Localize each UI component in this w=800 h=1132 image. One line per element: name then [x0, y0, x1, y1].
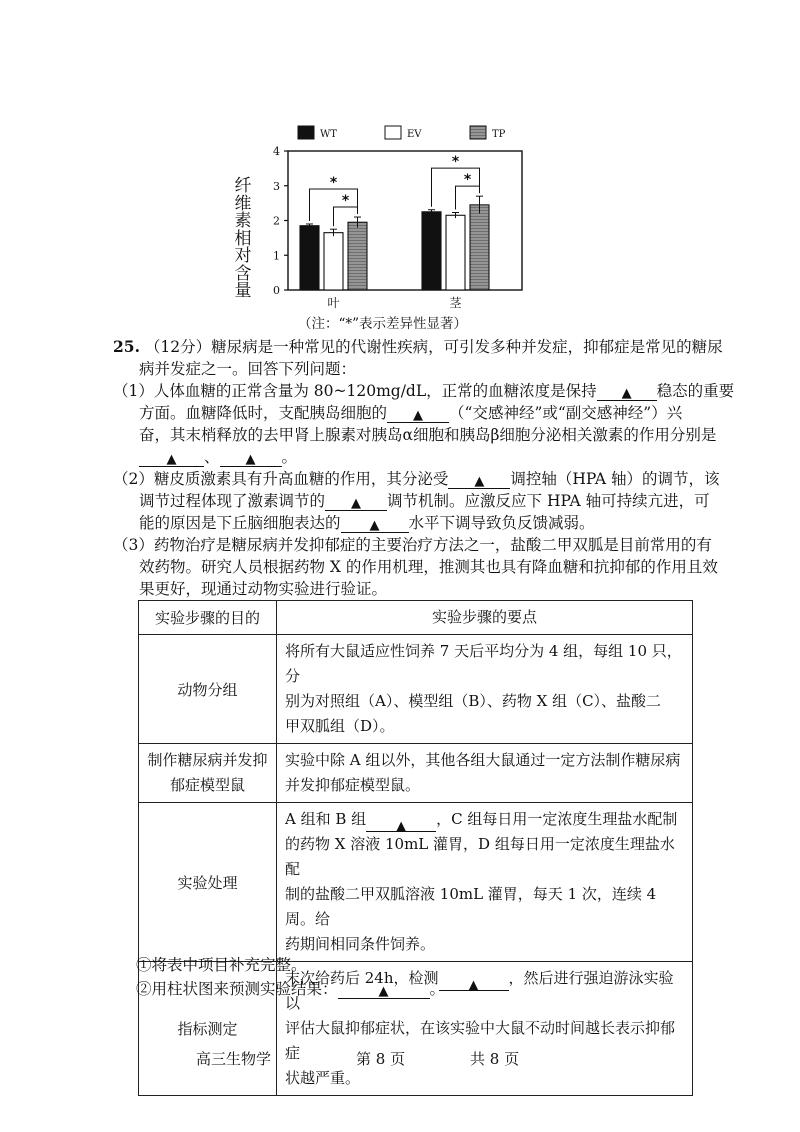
table-row	[139, 744, 693, 803]
y-tick-label: 1	[273, 249, 280, 263]
answer-blank-5[interactable]: ▲	[448, 470, 510, 489]
task-2: ②用柱状图来预测实验结果： ▲ 。	[136, 980, 446, 999]
y-tick-label: 3	[273, 179, 280, 193]
y-tick-label: 4	[273, 145, 280, 158]
p3-line3: 果更好，现通过动物实验进行验证。	[139, 580, 388, 598]
chart-ylabel: 纤维素相对含量	[234, 176, 252, 301]
footer-page: 第 8 页	[356, 1050, 406, 1068]
header-purpose: 实验步骤的目的	[139, 601, 277, 635]
answer-blank-3[interactable]: ▲	[139, 448, 204, 467]
p1-line3: 奋，其末梢释放的去甲肾上腺素对胰岛α细胞和胰岛β细胞分泌相关激素的作用分别是	[139, 426, 717, 444]
row-purpose: 制作糖尿病并发抑 郁症模型鼠	[139, 744, 277, 803]
bar-tp	[470, 205, 489, 290]
significance-star: *	[329, 175, 338, 192]
answer-blank-10[interactable]: ▲	[338, 980, 430, 999]
bar-tp	[348, 222, 367, 290]
table-header-row	[139, 601, 693, 635]
row-points: 末次给药后 24h，检测 ▲ ，然后进行强迫游泳实验以 评估大鼠抑郁症状，在该实验中大鼠不动时间越长表示抑郁症 状越严重。	[277, 962, 693, 1096]
bar-wt	[300, 226, 319, 290]
p1-line4: ▲ 、 ▲ 。	[139, 447, 297, 467]
row-points: 将所有大鼠适应性饲养 7 天后平均分为 4 组，每组 10 只，分 别为对照组（A）、模型组（B）、药物 X 组（C）、盐酸二 甲双胍组（D）。	[277, 635, 693, 744]
bar-ev	[446, 215, 465, 290]
footer-total: 共 8 页	[470, 1050, 520, 1068]
answer-blank-9[interactable]: ▲	[439, 972, 509, 991]
p1-line1: （1）人体血糖的正常含量为 80~120mg/dL，正常的血糖浓度是保持 ▲ 稳态的重要	[113, 382, 735, 401]
legend-swatch-wt	[298, 126, 314, 139]
answer-blank-2[interactable]: ▲	[387, 404, 449, 423]
answer-blank-7[interactable]: ▲	[341, 514, 409, 533]
p2-line1: （2）糖皮质激素具有升高血糖的作用，其分泌受 ▲ 调控轴（HPA 轴）的调节，该	[113, 470, 720, 489]
question-number: 25.	[113, 337, 140, 356]
question-intro: 25. （12分）糖尿病是一种常见的代谢性疾病，可引发多种并发症，抑郁症是常见的糖尿	[113, 337, 723, 356]
row-purpose: 实验处理	[139, 803, 277, 962]
legend-label-tp: TP	[492, 129, 506, 140]
x-tick-label: 茎	[449, 296, 462, 310]
cellulose-bar-chart	[240, 118, 540, 310]
experiment-table	[138, 600, 693, 1096]
p3-line1: （3）药物治疗是糖尿病并发抑郁症的主要治疗方法之一，盐酸二甲双胍是目前常用的有	[113, 536, 712, 554]
significance-star: *	[451, 154, 460, 171]
p3-line2: 效药物。研究人员根据药物 X 的作用机理，推测其也具有降血糖和抗抑郁的作用且效	[139, 558, 718, 576]
legend-label-wt: WT	[320, 129, 337, 140]
row-points: A 组和 B 组 ▲ ，C 组每日用一定浓度生理盐水配制 的药物 X 溶液 10mL 灌胃，D 组每日用一定浓度生理盐水配 制的盐酸二甲双胍溶液 10mL 灌胃，每天 1 次，连续 4 周。给 药期间相同条件饲养。	[277, 803, 693, 962]
question-intro-2: 病并发症之一。回答下列问题：	[139, 360, 357, 378]
row-purpose: 指标测定	[139, 962, 277, 1096]
legend-swatch-tp	[470, 126, 486, 139]
significance-star: *	[341, 193, 350, 210]
row-purpose: 动物分组	[139, 635, 277, 744]
table-row	[139, 803, 693, 962]
legend-label-ev: EV	[407, 129, 422, 140]
p2-line3: 能的原因是下丘脑细胞表达的 ▲ 水平下调导致负反馈减弱。	[139, 514, 595, 533]
significance-star: *	[463, 172, 472, 189]
task-1: ①将表中项目补充完整。	[136, 956, 307, 974]
bar-wt	[422, 212, 441, 290]
answer-blank-8[interactable]: ▲	[366, 813, 436, 832]
x-tick-label: 叶	[327, 296, 340, 310]
legend-swatch-ev	[385, 126, 401, 139]
chart-note: （注：“*”表示差异性显著）	[298, 316, 468, 332]
p2-line2: 调节过程体现了激素调节的 ▲ 调节机制。应激反应下 HPA 轴可持续亢进，可	[139, 492, 710, 511]
y-tick-label: 0	[273, 284, 280, 297]
footer-subject: 高三生物学	[196, 1050, 272, 1068]
y-tick-label: 2	[273, 214, 280, 228]
answer-blank-4[interactable]: ▲	[220, 448, 282, 467]
header-key-points: 实验步骤的要点	[277, 601, 693, 635]
row-points: 实验中除 A 组以外，其他各组大鼠通过一定方法制作糖尿病 并发抑郁症模型鼠。	[277, 744, 693, 803]
p1-line2: 方面。血糖降低时，支配胰岛细胞的 ▲ （“交感神经”或“副交感神经”）兴	[139, 404, 683, 423]
table-row	[139, 635, 693, 744]
answer-blank-1[interactable]: ▲	[597, 382, 657, 401]
bar-ev	[324, 233, 343, 290]
answer-blank-6[interactable]: ▲	[325, 492, 387, 511]
